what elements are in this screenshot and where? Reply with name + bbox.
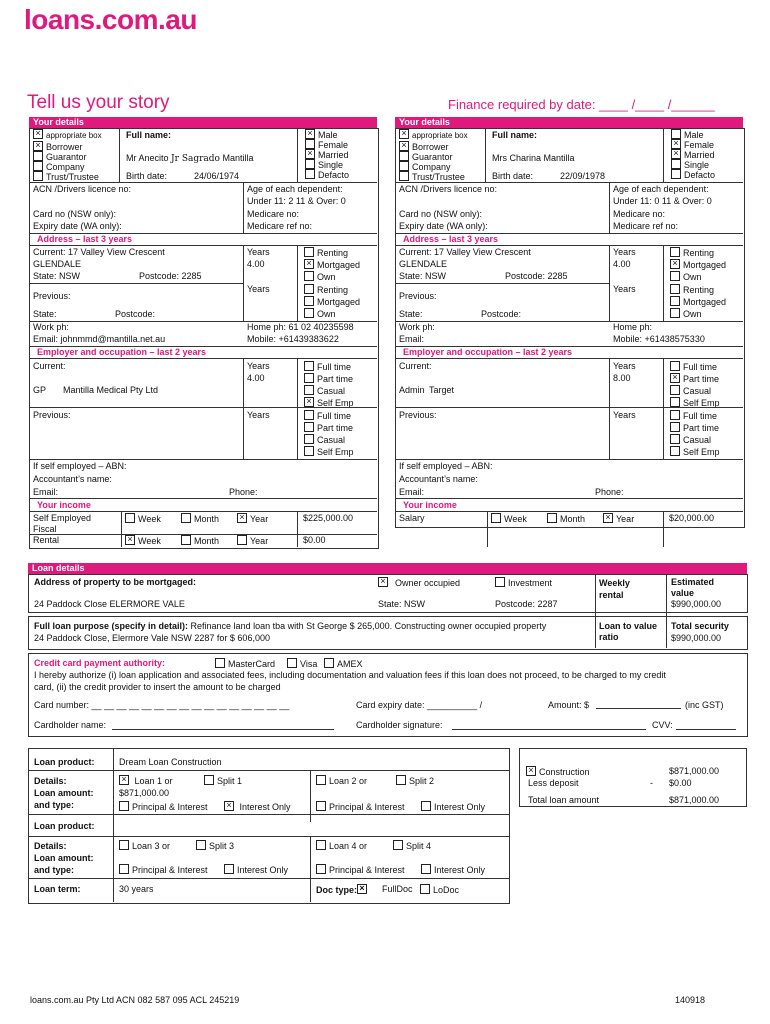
loan-product-label-2: Loan product: xyxy=(34,821,95,831)
io-option-3[interactable]: Interest Only xyxy=(224,864,288,875)
birth-date-label: Birth date: xyxy=(492,171,534,181)
doc-type-label: Doc type:× xyxy=(316,884,370,895)
lvr-label: Loan to value ratio xyxy=(599,621,658,642)
checkbox[interactable] xyxy=(420,884,430,894)
role-option[interactable]: ×Borrower xyxy=(33,141,83,152)
checkbox[interactable] xyxy=(304,373,314,383)
full-name-value: Mrs Charina Mantilla xyxy=(492,153,575,163)
employment-type-option[interactable]: Casual xyxy=(670,385,711,396)
total-security: $990,000.00 xyxy=(671,633,722,643)
ownership-option[interactable]: Renting xyxy=(670,247,714,258)
divider xyxy=(243,245,244,322)
checkbox[interactable] xyxy=(304,284,314,294)
your-details-title: Your details xyxy=(395,117,743,128)
lodoc-option[interactable]: LoDoc xyxy=(420,884,459,895)
loan4-option[interactable]: Loan 4 or xyxy=(316,840,367,851)
checkbox[interactable] xyxy=(304,385,314,395)
checkbox[interactable] xyxy=(119,801,129,811)
abn-label: If self employed – ABN: xyxy=(33,461,127,471)
income-frequency-option[interactable]: Month xyxy=(547,513,585,524)
current-suburb: GLENDALE xyxy=(399,259,448,269)
divider xyxy=(29,283,243,284)
employer-previous-label: Previous: xyxy=(33,410,71,420)
employer-company: Target xyxy=(429,385,455,395)
loan-purpose-line2: 24 Paddock Close, Elermore Vale NSW 2287 for $ 606,000 xyxy=(34,633,270,643)
ownership-option[interactable]: Renting xyxy=(304,247,348,258)
fulldoc-option[interactable]: FullDoc xyxy=(382,884,413,894)
checkbox[interactable] xyxy=(33,171,43,181)
accountant-phone: Phone: xyxy=(229,487,258,497)
loan-product-box xyxy=(28,748,510,904)
medicare-ref-label: Medicare ref no: xyxy=(247,221,313,231)
loan-product-label: Loan product: xyxy=(34,757,95,767)
full-name-label: Full name: xyxy=(492,130,538,140)
checkbox[interactable] xyxy=(316,801,326,811)
io-option-4[interactable]: Interest Only xyxy=(421,864,485,875)
previous-address-label: Previous: xyxy=(33,291,71,301)
income-1-amount: $20,000.00 xyxy=(669,513,715,523)
loan1-option[interactable]: × Loan 1 or xyxy=(119,775,173,786)
checkbox[interactable] xyxy=(224,801,234,811)
current-address: Current: 17 Valley View Crescent xyxy=(399,247,531,257)
checkbox[interactable] xyxy=(237,513,247,523)
pi-option-1[interactable]: Principal & Interest xyxy=(119,801,208,812)
checkbox[interactable] xyxy=(305,169,315,179)
employer-title: Employer and occupation – last 2 years xyxy=(403,347,573,357)
split2-option[interactable]: Split 2 xyxy=(396,775,434,786)
owner-occupied-option[interactable]: × Owner occupied xyxy=(378,577,460,588)
total-loan-amount: $871,000.00 xyxy=(669,795,720,805)
total-security-label: Total security xyxy=(671,621,729,631)
checkbox[interactable] xyxy=(316,775,326,785)
current-address: Current: 17 Valley View Crescent xyxy=(33,247,165,257)
income-frequency-option[interactable]: × Year xyxy=(237,513,268,524)
employer-previous-label: Previous: xyxy=(399,410,437,420)
loan-amount: $871,000.00 xyxy=(119,788,170,798)
construction-amount: $871,000.00 xyxy=(669,766,720,776)
status-option[interactable]: Female xyxy=(305,139,348,150)
expiry-label: Expiry date (WA only): xyxy=(399,221,488,231)
dependents-label: Age of each dependent: xyxy=(613,184,709,194)
checkbox[interactable] xyxy=(304,446,314,456)
role-option[interactable]: Guarantor xyxy=(33,151,87,162)
previous-employment-option[interactable]: Part time xyxy=(304,422,353,433)
role-option[interactable]: Trust/Trustee xyxy=(399,171,465,182)
divider xyxy=(297,358,298,460)
authority-text: I hereby authorize (i) loan application and associated fees, including documentation and valuation fees if this loan does not proceed, to be charged to my credit xyxy=(34,670,666,680)
abn-label: If self employed – ABN: xyxy=(399,461,493,471)
medicare-ref-label: Medicare ref no: xyxy=(613,221,679,231)
previous-postcode: Postcode: xyxy=(115,309,156,319)
divider xyxy=(243,358,244,460)
role-option[interactable]: Company xyxy=(33,161,85,172)
io-option-1[interactable]: × Interest Only xyxy=(224,801,291,812)
employer-years-label: Years xyxy=(247,361,270,371)
previous-ownership-option[interactable]: Renting xyxy=(670,284,714,295)
status-option[interactable]: ×Married xyxy=(671,149,715,160)
current-state: State: NSW xyxy=(33,271,81,281)
ownership-option[interactable]: Own xyxy=(304,271,336,282)
employer-current-label: Current: xyxy=(399,361,432,371)
loan-product-value: Dream Loan Construction xyxy=(119,757,222,767)
details-box-border xyxy=(395,128,745,528)
card-number-field[interactable]: Card number: __ __ __ __ __ __ __ __ __ __ __ __ __ __ __ __ xyxy=(34,700,290,710)
checkbox[interactable] xyxy=(304,434,314,444)
home-phone: Home ph: 61 02 40235598 xyxy=(247,322,354,332)
years-value: 4.00 xyxy=(247,259,265,269)
deposit-amount: $0.00 xyxy=(669,778,692,788)
income-1-amount: $225,000.00 xyxy=(303,513,354,523)
card-expiry-field[interactable]: Card expiry date: __________ / xyxy=(356,700,483,710)
checkbox[interactable] xyxy=(304,361,314,371)
current-postcode: Postcode: 2285 xyxy=(505,271,568,281)
page-title: Tell us your story xyxy=(27,92,170,113)
estimated-value-label: Estimated value xyxy=(671,577,715,598)
checkbox xyxy=(526,766,536,776)
pi-option-4[interactable]: Principal & Interest xyxy=(316,864,405,875)
previous-ownership-option[interactable]: Renting xyxy=(304,284,348,295)
address-title: Address – last 3 years xyxy=(37,234,133,244)
split1-option[interactable]: Split 1 xyxy=(204,775,242,786)
dependents-values: Under 11: 2 11 & Over: 0 xyxy=(247,196,346,206)
status-option[interactable]: ×Female xyxy=(671,139,714,150)
previous-years-label: Years xyxy=(613,284,636,294)
weekly-rental-label: Weekly rental xyxy=(599,578,630,600)
total-loan-label: Total loan amount xyxy=(528,795,600,805)
acn-label: ACN /Drivers licence no: xyxy=(33,184,132,194)
income-1-label: Salary xyxy=(399,513,425,523)
employer-current-label: Current: xyxy=(33,361,66,371)
cvv-field[interactable]: CVV: xyxy=(652,720,673,730)
status-option[interactable]: Single xyxy=(671,159,709,170)
dependents-values: Under 11: 0 11 & Over: 0 xyxy=(613,196,712,206)
checkbox[interactable] xyxy=(119,840,129,850)
medicare-label: Medicare no: xyxy=(613,209,666,219)
checkbox[interactable] xyxy=(33,151,43,161)
card-no-label: Card no (NSW only): xyxy=(399,209,483,219)
income-title: Your income xyxy=(37,500,91,510)
divider xyxy=(29,358,377,359)
pi-option-3[interactable]: Principal & Interest xyxy=(119,864,208,875)
income-frequency-option[interactable]: × Week xyxy=(125,535,161,546)
checkbox[interactable] xyxy=(204,775,214,785)
property-state: State: NSW xyxy=(378,599,426,609)
previous-years-label: Years xyxy=(247,284,270,294)
mastercard-option[interactable]: MasterCard xyxy=(215,658,275,669)
checkbox[interactable] xyxy=(215,658,225,668)
status-option[interactable]: Defacto xyxy=(305,169,349,180)
checkbox[interactable] xyxy=(224,864,234,874)
io-option-2[interactable]: Interest Only xyxy=(421,801,485,812)
status-option[interactable]: ×Married xyxy=(305,149,349,160)
loan-term: 30 years xyxy=(119,884,154,894)
previous-employment-option[interactable]: Part time xyxy=(670,422,719,433)
current-state: State: NSW xyxy=(399,271,447,281)
investment-option[interactable]: Investment xyxy=(495,577,552,588)
full-name-label: Full name: xyxy=(126,130,172,140)
income-title: Your income xyxy=(403,500,457,510)
amount-field[interactable]: Amount: $ xyxy=(548,700,590,710)
birth-date-value: 22/09/1978 xyxy=(560,171,606,181)
checkbox[interactable] xyxy=(357,884,367,894)
divider xyxy=(29,407,377,408)
employment-type-option[interactable]: ×Self Emp xyxy=(304,397,354,408)
credit-card-label: Credit card payment authority: xyxy=(34,658,166,668)
employment-type-option[interactable]: Full time xyxy=(670,361,717,372)
address-title: Address – last 3 years xyxy=(403,234,499,244)
checkbox xyxy=(33,129,43,139)
employer-years-label: Years xyxy=(613,361,636,371)
status-option[interactable]: ×Male xyxy=(305,129,338,140)
mobile: Mobile: +61438575330 xyxy=(613,334,705,344)
previous-ownership-option[interactable]: Own xyxy=(304,308,336,319)
ownership-option[interactable]: Own xyxy=(670,271,702,282)
previous-ownership-option[interactable]: Own xyxy=(670,308,702,319)
split4-option[interactable]: Split 4 xyxy=(393,840,431,851)
role-option[interactable]: Guarantor xyxy=(399,151,453,162)
deposit-dash: - xyxy=(650,778,653,788)
employment-type-option[interactable]: Full time xyxy=(304,361,351,372)
income-frequency-option[interactable]: Month xyxy=(181,535,219,546)
amex-option[interactable]: AMEX xyxy=(324,658,363,669)
details-labels: Details: Loan amount: and type: xyxy=(34,776,94,810)
role-option[interactable]: ×Borrower xyxy=(399,141,449,152)
checkbox[interactable] xyxy=(316,864,326,874)
checkbox[interactable] xyxy=(305,129,315,139)
employer-title: Employer and occupation – last 2 years xyxy=(37,347,207,357)
divider xyxy=(29,245,377,246)
previous-employment-option[interactable]: Self Emp xyxy=(670,446,720,457)
checkbox[interactable] xyxy=(393,840,403,850)
previous-employment-option[interactable]: Full time xyxy=(304,410,351,421)
employer-years-value: 4.00 xyxy=(247,373,265,383)
checkbox[interactable] xyxy=(304,397,314,407)
income-frequency-option[interactable]: Year xyxy=(237,535,268,546)
appropriate-box-hint: ×appropriate box xyxy=(33,129,102,140)
checkbox[interactable] xyxy=(304,247,314,257)
loan2-option[interactable]: Loan 2 or xyxy=(316,775,367,786)
loan-purpose: Full loan purpose (specify in detail): Refinance land loan tba with St George $ 265,000. Constructing owner occupied property xyxy=(34,621,547,631)
footer-company: loans.com.au Pty Ltd ACN 082 587 095 ACL 245219 xyxy=(30,995,240,1005)
checkbox[interactable] xyxy=(421,864,431,874)
role-option[interactable]: Company xyxy=(399,161,451,172)
split3-option[interactable]: Split 3 xyxy=(196,840,234,851)
footer-code: 140918 xyxy=(675,995,706,1005)
employer-role: GP xyxy=(33,385,47,395)
previous-ownership-option[interactable]: Mortgaged xyxy=(670,296,726,307)
employment-type-option[interactable]: Casual xyxy=(304,385,345,396)
checkbox[interactable] xyxy=(495,577,505,587)
divider xyxy=(29,182,377,183)
email: Email: johnmmd@mantilla.net.au xyxy=(33,334,166,344)
current-suburb: GLENDALE xyxy=(33,259,82,269)
checkbox[interactable] xyxy=(181,513,191,523)
card-no-label: Card no (NSW only): xyxy=(33,209,117,219)
divider xyxy=(119,128,120,182)
checkbox[interactable] xyxy=(396,775,406,785)
email: Email: xyxy=(399,334,425,344)
birth-date-value: 24/06/1974 xyxy=(194,171,240,181)
checkbox[interactable] xyxy=(181,535,191,545)
previous-employment-option[interactable]: Casual xyxy=(670,434,711,445)
divider xyxy=(297,128,298,182)
checkbox[interactable] xyxy=(119,864,129,874)
appropriate-box-hint: ×appropriate box xyxy=(399,129,468,140)
cardholder-name-field[interactable]: Cardholder name: xyxy=(34,720,107,730)
income-2-amount: $0.00 xyxy=(303,535,326,545)
divider xyxy=(243,182,244,234)
employer-previous-years: Years xyxy=(613,410,636,420)
employment-type-option[interactable]: Self Emp xyxy=(670,397,720,408)
checkbox[interactable] xyxy=(324,658,334,668)
previous-ownership-option[interactable]: Mortgaged xyxy=(304,296,360,307)
dependents-label: Age of each dependent: xyxy=(247,184,343,194)
previous-postcode: Postcode: xyxy=(481,309,522,319)
medicare-label: Medicare no: xyxy=(247,209,300,219)
divider xyxy=(297,511,298,547)
full-name-value: Mr Anecito Jr Sagrado Mantilla xyxy=(126,153,254,164)
previous-state: State: xyxy=(33,309,57,319)
accountant-email: Email: xyxy=(33,487,59,497)
loan-details-title: Loan details xyxy=(28,563,747,574)
status-option[interactable]: Defacto xyxy=(671,169,715,180)
checkbox[interactable] xyxy=(304,259,314,269)
accountant-label: Accountant’s name: xyxy=(399,474,478,484)
property-address-label: Address of property to be mortgaged: xyxy=(34,577,197,587)
checkbox[interactable] xyxy=(421,801,431,811)
accountant-phone: Phone: xyxy=(595,487,624,497)
divider xyxy=(121,511,122,547)
loan-term-label: Loan term: xyxy=(34,884,81,894)
years-value: 4.00 xyxy=(613,259,631,269)
work-phone: Work ph: xyxy=(399,322,435,332)
birth-date-label: Birth date: xyxy=(126,171,168,181)
finance-date-label: Finance required by date: ____ /____ /______ xyxy=(448,97,715,112)
divider xyxy=(29,511,377,512)
employer-years-value: 8.00 xyxy=(613,373,631,383)
income-frequency-option[interactable]: × Year xyxy=(603,513,634,524)
details-labels-2: Details: Loan amount: and type: xyxy=(34,841,94,875)
checkbox[interactable] xyxy=(125,513,135,523)
previous-state: State: xyxy=(399,309,423,319)
less-deposit-label: Less deposit xyxy=(528,778,579,788)
construction-label: ×Construction xyxy=(526,766,590,777)
visa-option[interactable]: Visa xyxy=(287,658,317,669)
authority-text-2: card, (ii) the credit provider to insert the amount to be charged xyxy=(34,682,281,692)
checkbox[interactable] xyxy=(305,159,315,169)
property-address: 24 Paddock Close ELERMORE VALE xyxy=(34,599,185,609)
status-option[interactable]: Single xyxy=(305,159,343,170)
divider xyxy=(29,459,377,460)
work-phone: Work ph: xyxy=(33,322,69,332)
employment-type-option[interactable]: Part time xyxy=(304,373,353,384)
divider xyxy=(297,245,298,322)
previous-employment-option[interactable]: Casual xyxy=(304,434,345,445)
checkbox[interactable] xyxy=(33,161,43,171)
accountant-label: Accountant’s name: xyxy=(33,474,112,484)
previous-address-label: Previous: xyxy=(399,291,437,301)
property-postcode: Postcode: 2287 xyxy=(495,599,558,609)
home-phone: Home ph: xyxy=(613,322,653,332)
ownership-option[interactable]: ×Mortgaged xyxy=(670,259,726,270)
loan3-option[interactable]: Loan 3 or xyxy=(119,840,170,851)
mobile: Mobile: +61439383622 xyxy=(247,334,339,344)
checkbox[interactable] xyxy=(125,535,135,545)
checkbox[interactable] xyxy=(316,840,326,850)
checkbox[interactable] xyxy=(304,410,314,420)
acn-label: ACN /Drivers licence no: xyxy=(399,184,498,194)
accountant-email: Email: xyxy=(399,487,425,497)
status-option[interactable]: Male xyxy=(671,129,704,140)
income-2-label: Rental xyxy=(33,535,60,545)
cardholder-signature-field[interactable]: Cardholder signature: xyxy=(356,720,443,730)
role-option[interactable]: Trust/Trustee xyxy=(33,171,99,182)
employer-company: Mantilla Medical Pty Ltd xyxy=(63,385,159,395)
checkbox[interactable] xyxy=(378,577,388,587)
years-label: Years xyxy=(247,247,270,257)
expiry-label: Expiry date (WA only): xyxy=(33,221,122,231)
previous-employment-option[interactable]: Full time xyxy=(670,410,717,421)
brand-logo: loans.com.au xyxy=(24,4,197,35)
ownership-option[interactable]: ×Mortgaged xyxy=(304,259,360,270)
your-details-title: Your details xyxy=(29,117,377,128)
pi-option-2[interactable]: Principal & Interest xyxy=(316,801,405,812)
employer-previous-years: Years xyxy=(247,410,270,420)
checkbox[interactable] xyxy=(119,775,129,785)
income-frequency-option[interactable]: Week xyxy=(125,513,161,524)
divider xyxy=(29,498,377,499)
income-1-label: Self Employed Fiscal xyxy=(33,513,92,534)
years-label: Years xyxy=(613,247,636,257)
checkbox[interactable] xyxy=(304,308,314,318)
checkbox[interactable] xyxy=(304,422,314,432)
current-postcode: Postcode: 2285 xyxy=(139,271,202,281)
inc-gst-label: (inc GST) xyxy=(685,700,724,710)
employment-type-option[interactable]: ×Part time xyxy=(670,373,719,384)
checkbox[interactable] xyxy=(305,149,315,159)
checkbox[interactable] xyxy=(304,296,314,306)
income-frequency-option[interactable]: Week xyxy=(491,513,527,524)
previous-employment-option[interactable]: Self Emp xyxy=(304,446,354,457)
checkbox[interactable] xyxy=(196,840,206,850)
checkbox[interactable] xyxy=(287,658,297,668)
employer-role: Admin xyxy=(399,385,425,395)
estimated-value: $990,000.00 xyxy=(671,599,722,609)
checkbox[interactable] xyxy=(237,535,247,545)
checkbox[interactable] xyxy=(33,141,43,151)
checkbox[interactable] xyxy=(304,271,314,281)
income-frequency-option[interactable]: Month xyxy=(181,513,219,524)
